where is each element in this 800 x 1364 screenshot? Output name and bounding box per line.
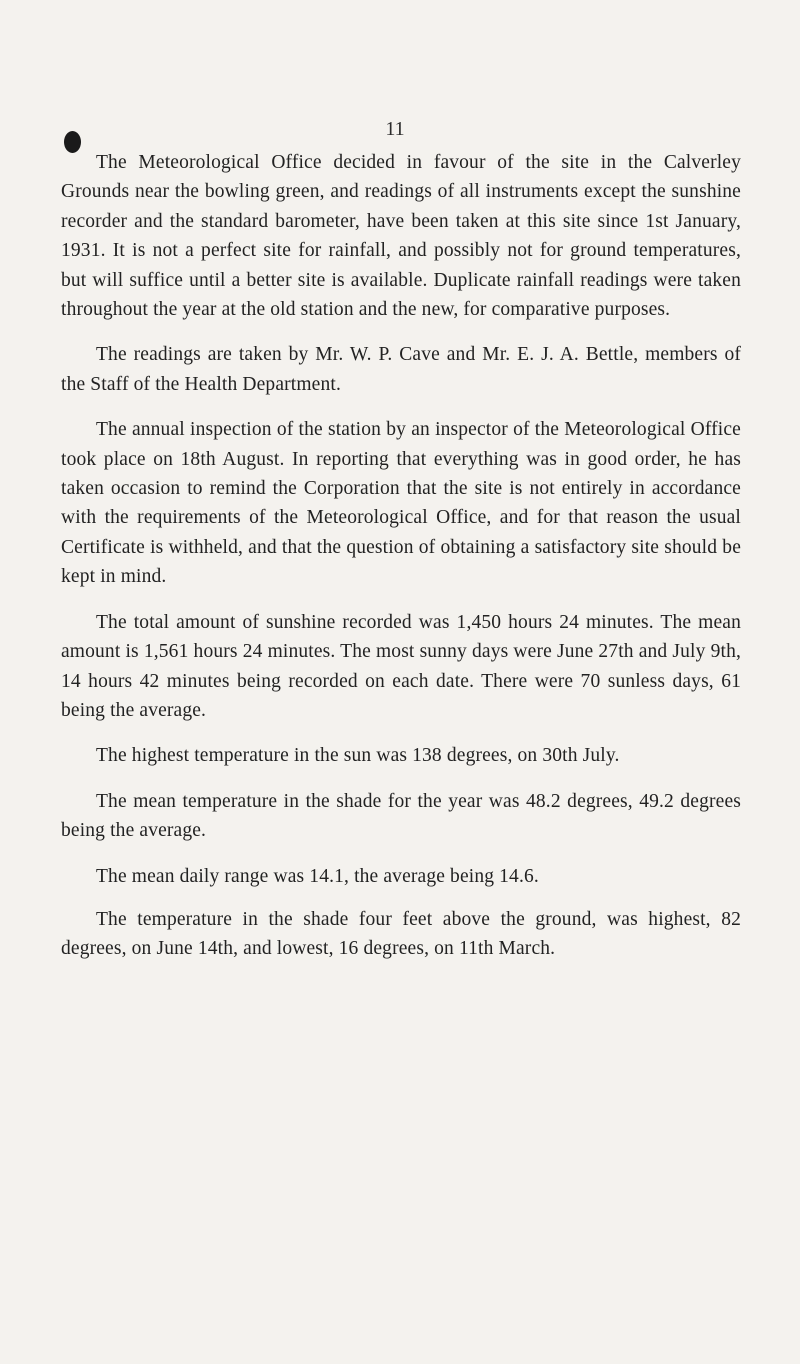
paragraph-annual-inspection: The annual inspection of the station by an inspector of the Meteorological Office took place on 18th August. In reporting that everything was in good order, he has taken occasion to remind the Corporation that the site is not entirely in accordance with the requirements of the Meteorological Office, and for that reason the usual Certificate is withheld, and that the question of obtaining a satisfactory site should be kept in mind. — [61, 419, 741, 588]
paragraph-mean-temperature: The mean temperature in the shade for the year was 48.2 degrees, 49.2 degrees being the average. — [61, 790, 741, 842]
document-body — [61, 148, 741, 980]
paragraph-site-selection: The Meteorological Office decided in favour of the site in the Calverley Grounds near the bowling green, and readings of all instruments except the sunshine recorder and the standard barometer, have been taken at this site since 1st January, 1931. It is not a perfect site for rainfall, and possibly not for ground temperatures, but will suffice until a better site is available. Duplicate rainfall readings were taken throughout the year at the old station and the new, for comparative purposes. — [61, 152, 741, 321]
paragraph-shade-temperature: The temperature in the shade four feet above the ground, was highest, 82 degrees, on June 14th, and lowest, 16 degrees, on 11th March. — [61, 908, 741, 960]
paragraph-sunshine: The total amount of sunshine recorded was 1,450 hours 24 minutes. The mean amount is 1,561 hours 24 minutes. The most sunny days were June 27th and July 9th, 14 hours 42 minutes being recorded on each date. There were 70 sunless days, 61 being the average. — [61, 611, 741, 721]
paragraph-daily-range: The mean daily range was 14.1, the average being 14.6. — [96, 865, 539, 887]
paragraph-readings-staff: The readings are taken by Mr. W. P. Cave and Mr. E. J. A. Bettle, members of the Staff of the Health Department. — [61, 344, 741, 395]
paragraph-sun-temperature: The highest temperature in the sun was 138 degrees, on 30th July. — [96, 745, 620, 767]
page-number: 11 — [385, 118, 405, 140]
